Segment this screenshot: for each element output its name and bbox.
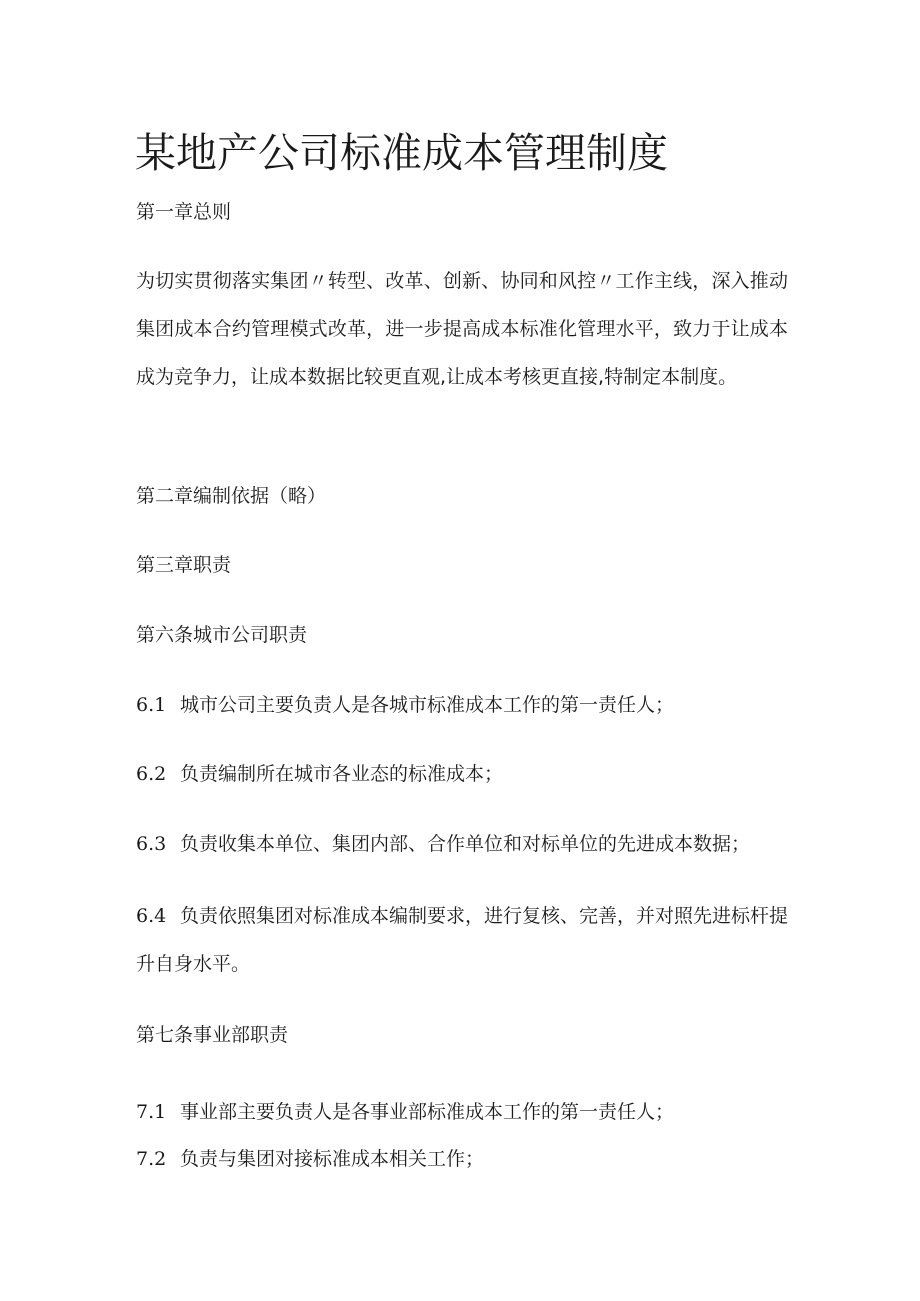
chapter-2-heading: 第二章编制依据（略） (136, 485, 327, 507)
list-item-text: 负责收集本单位、集团内部、合作单位和对标单位的先进成本数据； (180, 833, 751, 855)
list-item-6-2 (136, 750, 796, 798)
list-item-6-1 (136, 681, 796, 729)
list-item-number: 7.1 (136, 1101, 167, 1123)
list-item-number: 6.3 (136, 833, 167, 855)
list-item-number: 6.4 (136, 905, 167, 927)
list-item-text: 负责编制所在城市各业态的标准成本； (180, 763, 504, 785)
list-item-6-4 (136, 892, 788, 988)
list-item-text: 城市公司主要负责人是各城市标准成本工作的第一责任人； (180, 694, 675, 716)
chapter-1-heading: 第一章总则 (136, 201, 232, 223)
intro-paragraph: 为切实贯彻落实集团〃转型、改革、创新、协同和风控〃工作主线，深入推动集团成本合约管理模式改革，进一步提高成本标准化管理水平，致力于让成本成为竞争力，让成本数据比较更直观,让成本考核更直接,特制定本制度。 (136, 270, 788, 388)
document-title: 某地产公司标准成本管理制度 (135, 129, 668, 177)
list-item-7-1 (136, 1088, 796, 1136)
list-item-6-3 (136, 820, 796, 868)
list-item-text: 事业部主要负责人是各事业部标准成本工作的第一责任人； (180, 1101, 675, 1123)
article-7-heading: 第七条事业部职责 (136, 1024, 289, 1046)
list-item-number: 7.2 (136, 1148, 167, 1170)
list-item-number: 6.2 (136, 763, 167, 785)
chapter-3-heading: 第三章职责 (136, 554, 232, 576)
list-item-7-2 (136, 1135, 796, 1183)
article-6-heading: 第六条城市公司职责 (136, 624, 308, 646)
list-item-text: 负责与集团对接标准成本相关工作； (180, 1148, 485, 1170)
list-item-text: 负责依照集团对标准成本编制要求，进行复核、完善，并对照先进标杆提升自身水平。 (136, 905, 789, 975)
list-item-number: 6.1 (136, 694, 167, 716)
